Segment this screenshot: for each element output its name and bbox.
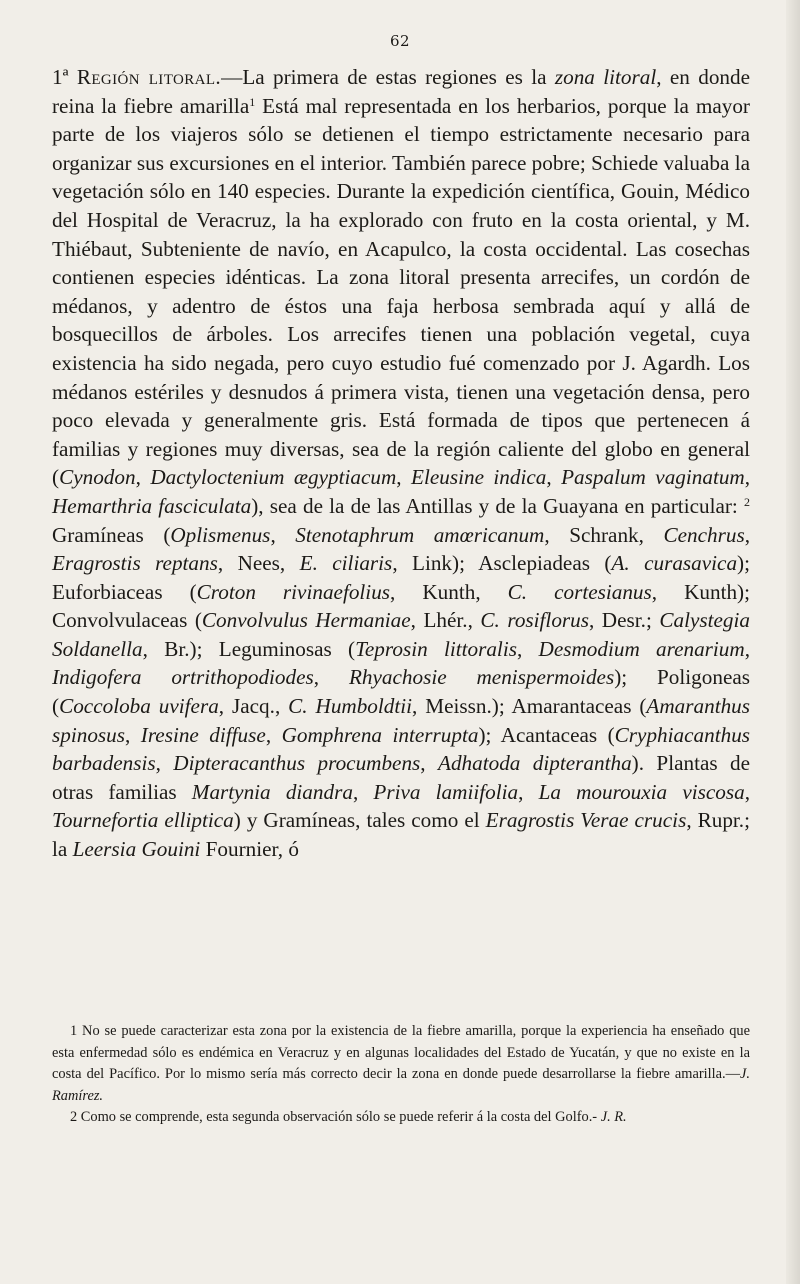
text-run: , <box>352 779 374 804</box>
text-run: , <box>265 722 282 747</box>
text-run: Fournier, ó <box>200 837 299 862</box>
species-name: Eragrostis Verae crucis <box>485 808 687 833</box>
text-run: , <box>125 722 141 747</box>
footnote-1 <box>52 1021 750 1107</box>
species-name: Calystegia Soldanella <box>52 608 750 661</box>
species-name: Rhyachosie menispermoides <box>348 665 615 690</box>
text-run: Está mal representada en los herbarios, porque la mayor parte de los viajeros sólo se detienen el tiempo estrictamente necesario para organizar sus excursiones en el interior. También parece pobre; Schiede valuaba la vegetación sólo en 140 especies. Durante la expedición científica, Gouin, Médico del Hospital de Veracruz, la ha explorado con fruto en la costa oriental, y M. Thiébaut, Subteniente de navío, en Acapulco, la costa occidental. Las cosechas contienen especies idénticas. La zona litoral presenta arrecifes, un cordón de médanos, y adentro de éstos una faja herbosa sembrada aquí y allá de bosquecillos de árboles. Los arrecifes tienen una población vegetal, cuya existencia ha sido negada, pero cuyo estudio fué comenzado por J. Agardh. Los médanos estériles y desnudos á primera vista, tienen una vegetación densa, pero poco elevada y generalmente gris. Está formada de tipos que pertenecen á familias y regiones muy diversas, sea de la región caliente del globo en general ( <box>52 93 750 490</box>
text-run: —La primera de estas regiones es la <box>221 65 555 89</box>
text-run: , Schrank, <box>544 522 664 547</box>
text-run: , Kunth, <box>390 579 508 604</box>
species-name: Indigofera ortrithopodiodes <box>52 665 314 690</box>
species-name: Paspalum vaginatum <box>561 465 745 490</box>
species-name: Martynia diandra <box>191 779 353 804</box>
species-name: Gomphrena interrupta <box>281 722 479 747</box>
main-paragraph <box>52 63 750 864</box>
text-run: , Nees, <box>217 551 300 576</box>
text-run: , <box>155 751 174 776</box>
footnote-text: 1 No se puede caracterizar esta zona por la existencia de la fiebre amarilla, porque la experiencia ha enseñado que esta enfermedad sólo es endémica en Veracruz y en algunas localidades del Estado de Yucatán, y que no existe en la costa del Pacífico. Por lo mismo sería más correcto decir la zona en donde puede desarrollarse la fiebre amarilla.— <box>52 1023 750 1083</box>
text-run: , <box>313 665 349 690</box>
species-name: Oplismenus <box>170 522 271 547</box>
text-run: ); Poligoneas ( <box>52 665 751 719</box>
footnote-ref-2: 2 <box>744 494 750 509</box>
text-run: , <box>135 465 151 490</box>
text-run: , Kunth); Convolvulaceas ( <box>52 579 751 633</box>
text-run: Gramíneas ( <box>52 522 171 547</box>
species-name: C. cortesianus <box>507 579 652 604</box>
section-heading: Región litoral. <box>76 65 222 89</box>
species-name: C. rosiflorus <box>480 608 589 633</box>
species-name: Priva lamiifolia <box>373 779 519 804</box>
text-run: ). Plantas de otras familias <box>52 751 751 804</box>
text-run: ); Acantaceas ( <box>478 722 615 747</box>
footnote-author: J. Ramírez. <box>52 1066 750 1104</box>
footnotes <box>52 1021 750 1129</box>
text-run: , Link); Asclepiadeas ( <box>392 551 612 576</box>
species-name: Cenchrus <box>663 522 745 547</box>
section-number: 1ª <box>52 65 69 89</box>
species-name: Adhatoda dipterantha <box>438 751 632 776</box>
species-name: A. curasavica <box>611 551 738 576</box>
text-run: ) y Gramíneas, tales como el <box>233 808 486 833</box>
footnote-ref-1: 1 <box>249 94 256 109</box>
species-name: Leersia Gouini <box>72 837 201 862</box>
species-name: Teprosin littoralis <box>355 636 517 661</box>
species-name: Dipteracanthus procumbens <box>173 751 421 776</box>
text-run: , <box>516 636 539 661</box>
species-name: Cynodon <box>59 465 136 490</box>
species-name: C. Humboldtii <box>288 694 413 719</box>
text-run: , <box>518 779 539 804</box>
text-run: , Jacq., <box>218 694 289 719</box>
species-name: Amaranthus spinosus <box>52 694 751 747</box>
text-run: , <box>420 751 438 776</box>
page-edge-shadow <box>786 0 800 1284</box>
text-run: , Br.); Leguminosas ( <box>142 636 356 661</box>
text-run: , <box>270 522 296 547</box>
footnote-2 <box>52 1107 750 1129</box>
text-run: , en donde reina la fiebre amarilla <box>52 65 751 118</box>
text-run: , Rupr.; la <box>52 808 750 862</box>
text-run: ); Euforbiaceas ( <box>52 551 750 604</box>
species-name: Tournefortia elliptica <box>52 808 234 833</box>
italic-term: zona litoral <box>554 65 657 89</box>
text-run: , <box>396 465 412 490</box>
species-name: Convolvulus Hermaniae <box>201 608 411 633</box>
species-name: La mourouxia viscosa <box>538 779 745 804</box>
text-run: , <box>744 779 750 804</box>
species-name: Cryphiacanthus barbadensis <box>52 722 751 776</box>
text-run: , Desr.; <box>589 608 660 633</box>
species-name: Iresine diffuse <box>140 722 266 747</box>
species-name: Coccoloba uvifera <box>59 694 219 719</box>
species-name: Stenotaphrum amœricanum <box>295 522 545 547</box>
page-number: 62 <box>389 32 411 50</box>
text-run: , <box>546 465 562 490</box>
species-name: Dactyloctenium ægyptiacum <box>150 465 397 490</box>
text-run: , <box>744 465 751 490</box>
text-run: , Meissn.); Amarantaceas ( <box>412 694 647 719</box>
footnote-text: 2 Como se comprende, esta segunda observación sólo se puede referir á la costa del Golfo.- <box>70 1109 601 1126</box>
text-run: , <box>744 636 750 661</box>
text-run: ), sea de la de las Antillas y de la Guayana en particular: <box>251 493 744 518</box>
species-name: Desmodium arenarium <box>538 636 745 661</box>
species-name: Croton rivinaefolius <box>196 579 391 604</box>
text-run: , <box>744 522 750 547</box>
species-name: E. ciliaris <box>299 551 393 576</box>
species-name: Eleusine indica <box>411 465 547 490</box>
footnote-author: J. R. <box>600 1109 627 1126</box>
species-name: Hemarthria fasciculata <box>52 493 252 518</box>
text-run: , Lhér., <box>410 608 481 633</box>
species-name: Eragrostis reptans <box>52 551 218 576</box>
